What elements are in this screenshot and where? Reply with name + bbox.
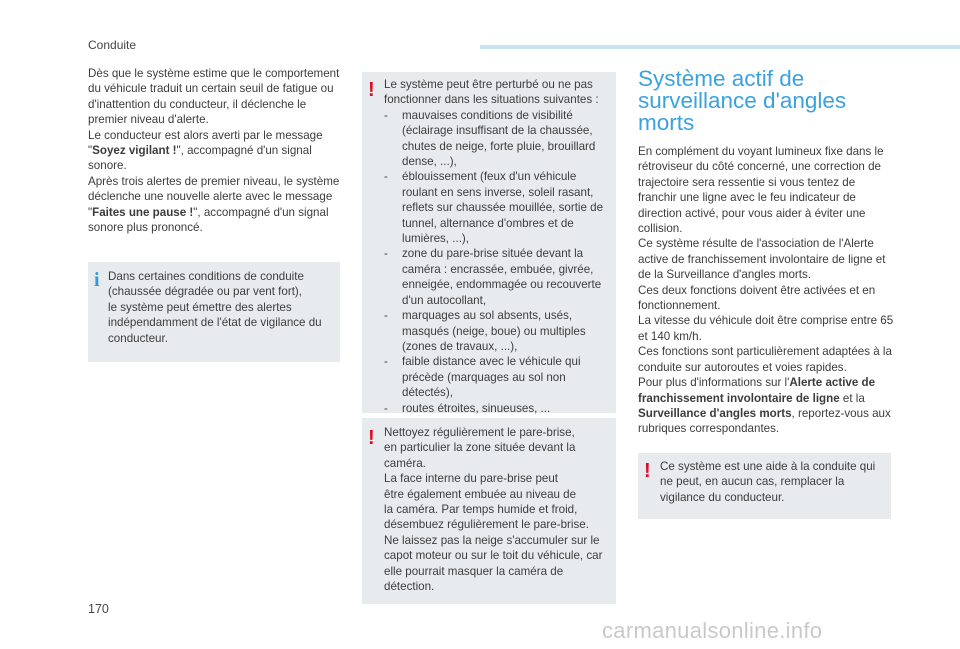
warning-icon: ! bbox=[368, 427, 375, 449]
info-note-line: le système peut émettre des alertes indépendamment de l'état de vigilance du conducteur. bbox=[108, 300, 322, 345]
warning-line: La face interne du pare-brise peut bbox=[384, 472, 559, 486]
warning-text bbox=[660, 459, 882, 505]
info-icon: i bbox=[94, 269, 100, 291]
section-title: Système actif de surveillance d'angles morts bbox=[638, 66, 847, 135]
limitations-list bbox=[384, 108, 610, 416]
warning-line: en particulier la zone située devant la caméra. bbox=[384, 441, 576, 470]
warning-line: Ne laissez pas la neige s'accumuler sur le capot moteur ou sur le toit du véhicule, car elle pourrait masquer la caméra de détection. bbox=[384, 533, 603, 594]
warning-line: la caméra. Par temps humide et froid, désembuez régulièrement le pare-brise. bbox=[384, 503, 589, 532]
list-item: - éblouissement (feux d'un véhicule roulant en sens inverse, soleil rasant, reflets sur chaussée mouillée, sortie de tunnel, alternance d'ombres et de lumières, ...), bbox=[384, 169, 610, 246]
info-note-box bbox=[88, 262, 340, 362]
info-note-text bbox=[108, 269, 336, 346]
emphasis-text: Soyez vigilant ! bbox=[92, 144, 177, 158]
watermark: carmanualsonline.info bbox=[602, 618, 823, 643]
vigilance-paragraph: Dès que le système estime que le comportement du véhicule traduit un certain seuil de fatigue ou d'inattention du conducteur, il déclenche le premier niveau d'alerte. Le conducteur est alors averti par le message "Soyez vigilant !", accompagné d'un signal sonore. Après trois alertes de premier niveau, le système déclenche une nouvelle alerte avec le message "Faites une pause !", accompagné d'un signal sonore plus prononcé. bbox=[88, 67, 340, 235]
list-item: - marquages au sol absents, usés, masqués (neige, boue) ou multiples (zones de travaux, ...), bbox=[384, 308, 610, 354]
page-number: 170 bbox=[88, 602, 109, 616]
warning-line: Nettoyez régulièrement le pare-brise, bbox=[384, 426, 575, 439]
header-bar bbox=[480, 45, 960, 49]
warning-text bbox=[384, 77, 610, 416]
list-item: - faible distance avec le véhicule qui précède (marquages au sol non détectés), bbox=[384, 354, 610, 400]
list-item: - zone du pare-brise située devant la caméra : encrassée, embuée, givrée, enneigée, endommagée ou recouverte d'un autocollant, bbox=[384, 246, 610, 308]
emphasis-text: Alerte active de franchissement involontaire de ligne bbox=[638, 376, 876, 405]
info-note-line: Dans certaines conditions de conduite (chaussée dégradée ou par vent fort), bbox=[108, 270, 304, 299]
column-1 bbox=[88, 66, 340, 235]
emphasis-text: Faites une pause ! bbox=[92, 205, 194, 219]
warning-text bbox=[384, 425, 612, 594]
section-label: Conduite bbox=[88, 38, 137, 52]
warning-line: être également embuée au niveau de bbox=[384, 487, 577, 501]
warning-line: Ce système est une aide à la conduite qui ne peut, en aucun cas, remplacer la vigilance du conducteur. bbox=[660, 460, 876, 504]
warning-box-driving-aid bbox=[638, 453, 891, 519]
list-item: - mauvaises conditions de visibilité (éclairage insuffisant de la chaussée, chutes de neige, forte pluie, brouillard dense, ...), bbox=[384, 108, 610, 170]
warning-icon: ! bbox=[644, 460, 651, 482]
warning-intro: Le système peut être perturbé ou ne pas fonctionner dans les situations suivantes : bbox=[384, 78, 599, 107]
emphasis-text: Surveillance d'angles morts bbox=[638, 406, 792, 420]
warning-box-limitations bbox=[362, 72, 616, 413]
blind-spot-paragraph: En complément du voyant lumineux fixe dans le rétroviseur du côté concerné, une correction de trajectoire sera ressentie si vous tentez de franchir une ligne avec le feu indicateur de direction activé, pour vous aider à éviter une collision. Ce système résulte de l'association de l'Alerte active de franchissement involontaire de ligne et de la Surveillance d'angles morts. Ces deux fonctions doivent être activées et en fonctionnement. La vitesse du véhicule doit être comprise entre 65 et 140 km/h. Ces fonctions sont particulièrement adaptées à la conduite sur autoroutes et voies rapides. Pour plus d'informations sur l'Alerte active de franchissement involontaire de ligne et la Surveillance d'angles morts, reportez-vous aux rubriques correspondantes. bbox=[638, 145, 894, 436]
warning-icon: ! bbox=[368, 79, 375, 101]
column-3 bbox=[638, 144, 896, 437]
list-item: - routes étroites, sinueuses, ... bbox=[384, 401, 610, 416]
warning-box-cleaning bbox=[362, 418, 616, 604]
